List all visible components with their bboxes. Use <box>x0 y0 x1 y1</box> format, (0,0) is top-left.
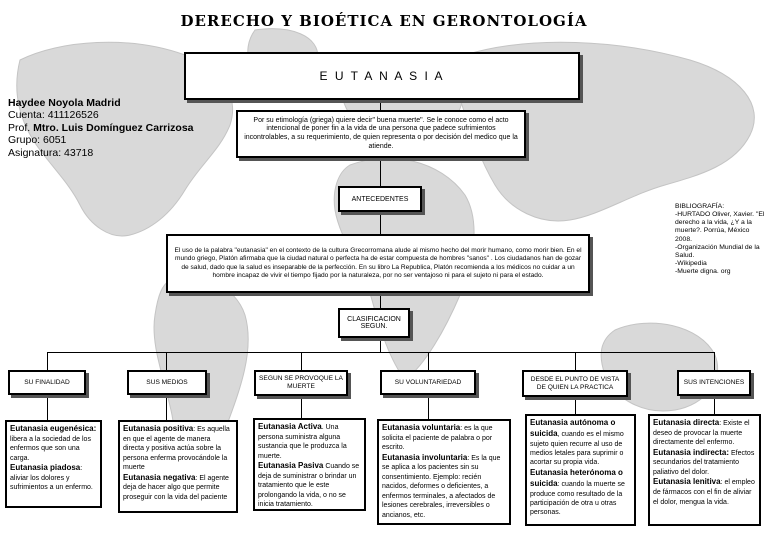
student-asignatura: Asignatura: 43718 <box>8 146 94 159</box>
detail-text: : Es la que se aplica a los pacientes sin su consentimiento. Ejemplo: recién nacidos, deformes o deficientes, a enfermos terminales, a afectados de lesiones cerebrales, irreversibles o ancianos, etc. <box>382 454 501 519</box>
detail-term: Eutanasia autónoma o suicida <box>530 418 616 438</box>
category-label: SU VOLUNTARIEDAD <box>394 378 462 386</box>
detail-text: : Es aquella en que el agente de manera directa y positiva actúa sobre la persona enferma provocándole la muerte <box>123 426 230 472</box>
page-title: DERECHO Y BIOÉTICA EN GERONTOLOGÍA <box>180 12 588 30</box>
antecedentes-text-box <box>166 234 590 293</box>
detail-intenciones <box>648 414 761 526</box>
connector-line <box>166 352 167 370</box>
australia-shape <box>601 323 717 411</box>
category-finalidad <box>8 370 86 395</box>
clasificacion-label: CLASIFICACION SEGUN. <box>347 316 401 330</box>
connector-line <box>428 395 429 419</box>
detail-voluntariedad <box>377 419 511 525</box>
detail-text: Efectos secundarios del tratamiento paliativo del dolor. <box>653 449 755 476</box>
connector-line <box>47 395 48 420</box>
category-medios <box>127 370 207 395</box>
detail-text: : Existe el deseo de provocar la muerte directamente del enfermo. <box>653 420 750 447</box>
antecedentes-box <box>338 186 422 212</box>
connector-line <box>380 293 381 308</box>
category-provoque <box>254 370 348 396</box>
student-info <box>8 97 194 159</box>
detail-term: Eutanasia positiva <box>123 424 194 433</box>
detail-text: Cuando se deja de suministrar o brindar un tratamiento que le este prolongando la vida, o no se inicia tratamiento. <box>258 463 360 509</box>
detail-term: Eutanasia lenitiva <box>653 477 721 487</box>
category-label: SEGUN SE PROVOQUE LA MUERTE <box>259 375 343 390</box>
definition-text: Por su etimología (griega) quiere decir" buena muerte". Se le conoce como el acto intencional de poner fin a la vida de una persona que padece sufrimientos incontrolables, a su requerimiento, de quien representa o por decisión del medico que la atiende. <box>244 116 518 150</box>
student-name: Haydee Noyola Madrid <box>8 97 121 109</box>
category-label: SUS INTENCIONES <box>683 379 745 387</box>
detail-term: Eutanasia heterónoma o suicida <box>530 467 623 488</box>
main-concept-label: E U T A N A S I A <box>319 69 445 83</box>
connector-line <box>301 396 302 418</box>
connector-line <box>714 396 715 414</box>
student-professor: Prof. Mtro. Luis Domínguez Carrizosa <box>8 121 194 134</box>
student-grupo: Grupo: 6051 <box>8 134 67 147</box>
connector-line <box>301 352 302 370</box>
bibliography-item: -Wikipedia <box>675 260 707 268</box>
detail-provoque <box>253 418 366 511</box>
connector-line <box>380 338 381 352</box>
bibliography <box>675 203 767 276</box>
detail-medios <box>118 420 238 513</box>
detail-term: Eutanasia directa <box>653 418 720 427</box>
detail-term: Eutanasia voluntaria <box>382 423 461 432</box>
bibliography-heading: BIBLIOGRAFÍA: <box>675 203 725 210</box>
student-cuenta: Cuenta: 411126526 <box>8 109 99 122</box>
category-label: SU FINALIDAD <box>24 378 70 386</box>
detail-term: Eutanasia Activa <box>258 422 322 431</box>
bibliography-item: -Organización Mundial de la Salud. <box>675 243 760 259</box>
detail-text: : El agente deja de hacer algo que permite proseguir con la vida del paciente <box>123 474 229 501</box>
detail-text: : aliviar los dolores y sufrimientos a un enfermo. <box>10 465 93 492</box>
category-label: DESDE EL PUNTO DE VISTA DE QUIEN LA PRACTICA <box>530 375 620 391</box>
detail-text: libera a la sociedad de los enfermos que son una carga. <box>10 435 91 462</box>
connector-line <box>166 395 167 420</box>
detail-term: Eutanasia eugenésica: <box>10 424 97 433</box>
detail-term: Eutanasia Pasiva <box>258 461 324 471</box>
connector-line <box>47 352 715 353</box>
category-voluntariedad <box>380 370 476 395</box>
detail-term: Eutanasia indirecta: <box>653 447 730 457</box>
detail-term: Eutanasia negativa <box>123 472 196 482</box>
connector-line <box>714 352 715 370</box>
definition-box <box>236 110 526 158</box>
bibliography-item: -HURTADO Oliver, Xavier. "El derecho a la vida, ¿Y a la muerte?. Porrúa, México 2008. <box>675 211 765 243</box>
detail-term: Eutanasia piadosa <box>10 463 81 473</box>
connector-line <box>575 397 576 414</box>
main-concept-box <box>184 52 580 100</box>
category-punto-de-vista <box>522 370 628 397</box>
detail-term: Eutanasia involuntaria <box>382 452 468 462</box>
connector-line <box>380 212 381 234</box>
bibliography-item: -Muerte digna. org <box>675 268 731 276</box>
category-intenciones <box>677 370 751 396</box>
connector-line <box>47 352 48 370</box>
detail-text: : el empleo de fármacos con el fin de aliviar el dolor, mengua la vida. <box>653 479 755 506</box>
detail-finalidad <box>5 420 102 508</box>
detail-text: , cuando es el mismo sujeto quien recurre al uso de medios letales para suprimir o acortar su propia vida. <box>530 430 624 467</box>
detail-punto-de-vista <box>525 414 636 526</box>
category-label: SUS MEDIOS <box>146 378 188 386</box>
clasificacion-box <box>338 308 410 338</box>
detail-text: : cuando la muerte se produce como resultado de la participación de otra u otras personas. <box>530 480 625 517</box>
connector-line <box>380 158 381 186</box>
antecedentes-label: ANTECEDENTES <box>351 195 409 203</box>
connector-line <box>428 352 429 370</box>
antecedentes-text: El uso de la palabra "eutanasia" en el contexto de la cultura Grecorromana alude al mismo hecho del morir humano, como morir bien. En el mundo griego, Platón afirmaba que la ciudad natural o perfecta ha de estar compuesta de hombres "sanos" . Los ciudadanos han de gozar de salud, dado que la salud es inseparable de la perfección. En su libro La Republica, Platón recomienda a los médicos no cuidar a un hombre incapaz de vivir el tiempo fijado por la naturaleza, por no ser ventajoso ni para el sujeto ni para el estado. <box>174 247 582 279</box>
connector-line <box>380 100 381 110</box>
detail-text: : es la que solicita el paciente de palabra o por escrito. <box>382 425 493 452</box>
connector-line <box>575 352 576 370</box>
detail-text: . Una persona suministra alguna sustancia que le produzca la muerte. <box>258 424 347 460</box>
